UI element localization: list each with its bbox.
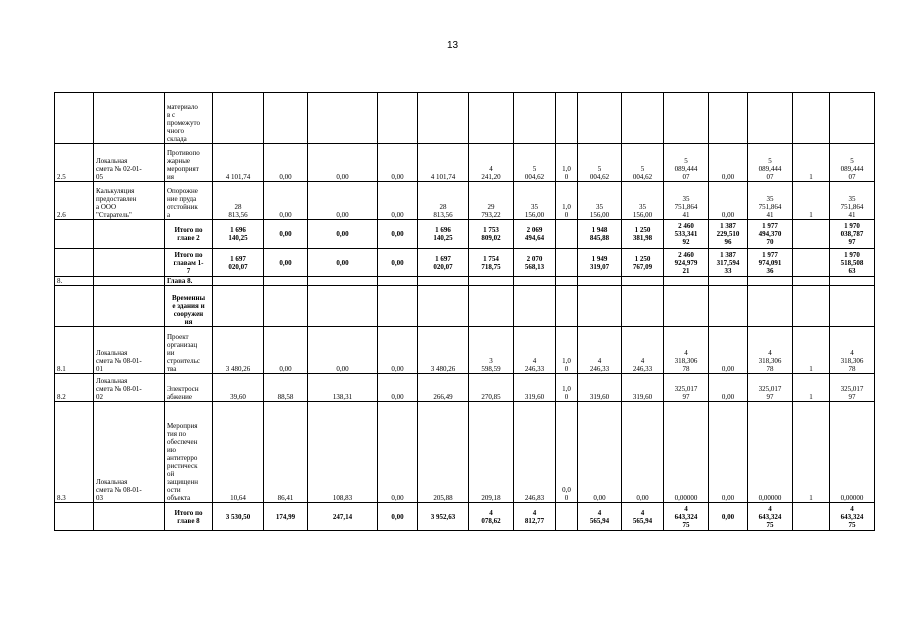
table-cell (793, 93, 830, 144)
table-cell: 1,0 0 (556, 182, 578, 220)
table-cell: 0,00 (378, 402, 418, 503)
table-cell: 4 318,306 78 (664, 327, 709, 374)
table-cell: 0,00 (308, 249, 378, 277)
table-cell: 1,0 0 (556, 374, 578, 402)
table-cell (213, 93, 264, 144)
table-cell: 246,83 (514, 402, 556, 503)
table-cell: 3 480,26 (418, 327, 469, 374)
table-cell: 4 101,74 (418, 144, 469, 182)
table-cell: 35 156,00 (514, 182, 556, 220)
table-cell: 4 565,94 (578, 503, 622, 531)
table-cell: 1 (793, 327, 830, 374)
table-cell (514, 93, 556, 144)
table-cell: 1 (793, 402, 830, 503)
table-cell: Мероприя тия по обеспечен ию антитерро ристическ ой защищенн ости объекта (165, 402, 213, 503)
table-cell: 0,00 (378, 327, 418, 374)
table-cell: 1 (793, 374, 830, 402)
table-cell: Итого по главе 2 (165, 220, 213, 249)
table-cell (793, 249, 830, 277)
table-cell: 0,00 (709, 402, 748, 503)
table-cell (94, 93, 165, 144)
table-cell: 88,58 (264, 374, 308, 402)
table-cell (94, 286, 165, 327)
table-cell: 35 751,864 41 (748, 182, 793, 220)
table-cell: Локальная смета № 08-01- 02 (94, 374, 165, 402)
table-cell (418, 277, 469, 286)
page-number: 13 (446, 40, 459, 51)
table-row (55, 374, 875, 402)
table-row (55, 402, 875, 503)
table-cell (418, 286, 469, 327)
table-cell: 0,00 (378, 249, 418, 277)
table-cell: 0,00 (378, 374, 418, 402)
table-cell: 4 246,33 (578, 327, 622, 374)
table-cell (94, 249, 165, 277)
table-cell (213, 277, 264, 286)
table-cell: 5 089,444 07 (664, 144, 709, 182)
table-cell: 1 949 319,07 (578, 249, 622, 277)
table-cell (55, 503, 94, 531)
table-cell (418, 93, 469, 144)
table-cell (664, 286, 709, 327)
table-cell: 1 696 140,25 (213, 220, 264, 249)
table-cell: 2 460 533,341 92 (664, 220, 709, 249)
table-row (55, 182, 875, 220)
table-cell: 0,00 (709, 144, 748, 182)
table-cell (556, 277, 578, 286)
table-cell: 319,60 (622, 374, 664, 402)
table-cell: Итого по главе 8 (165, 503, 213, 531)
total-row (55, 220, 875, 249)
total-row (55, 249, 875, 277)
table-cell (469, 277, 514, 286)
table-cell: Опорожне ние пруда отстойник а (165, 182, 213, 220)
total-row (55, 503, 875, 531)
table-body (55, 93, 875, 531)
table-cell: 4 101,74 (213, 144, 264, 182)
table-cell: 0,00 (622, 402, 664, 503)
table-cell: 0,00 (264, 249, 308, 277)
table-cell: 28 813,56 (213, 182, 264, 220)
table-cell: 1 977 974,091 36 (748, 249, 793, 277)
table-cell: 247,14 (308, 503, 378, 531)
chapter-row (55, 277, 875, 286)
table-cell: 8.3 (55, 402, 94, 503)
table-cell (556, 220, 578, 249)
table-cell: 0,00 (308, 182, 378, 220)
table-cell: 1 (793, 182, 830, 220)
table-cell (556, 93, 578, 144)
table-cell (622, 93, 664, 144)
table-cell: 2.5 (55, 144, 94, 182)
table-cell (55, 249, 94, 277)
table-cell: 1 387 317,594 33 (709, 249, 748, 277)
table-cell: 29 793,22 (469, 182, 514, 220)
table-cell: 2 069 494,64 (514, 220, 556, 249)
table-cell: Итого по главам 1- 7 (165, 249, 213, 277)
table-cell: 108,83 (308, 402, 378, 503)
table-cell (793, 503, 830, 531)
table-cell: Проект организац ии строительс тва (165, 327, 213, 374)
table-cell (55, 220, 94, 249)
table-cell: 0,00 (264, 220, 308, 249)
table-cell: 1 753 809,02 (469, 220, 514, 249)
table-cell: Локальная смета № 08-01- 01 (94, 327, 165, 374)
table-cell: 5 089,444 07 (830, 144, 875, 182)
table-cell: 2.6 (55, 182, 94, 220)
table-cell: 1 697 020,07 (418, 249, 469, 277)
table-row (55, 286, 875, 327)
table-cell: 270,85 (469, 374, 514, 402)
table-cell (556, 503, 578, 531)
table-row (55, 93, 875, 144)
table-cell (556, 286, 578, 327)
table-cell: 0,00 (308, 327, 378, 374)
table-cell (578, 277, 622, 286)
table-cell: 1 970 038,787 97 (830, 220, 875, 249)
table-cell: 39,60 (213, 374, 264, 402)
table-cell (556, 249, 578, 277)
table-cell: 5 089,444 07 (748, 144, 793, 182)
table-cell (94, 503, 165, 531)
table-cell: 4 812,77 (514, 503, 556, 531)
table-cell: 4 643,324 75 (664, 503, 709, 531)
table-cell: 0,00 (264, 144, 308, 182)
table-cell: 0,00 (709, 182, 748, 220)
table-cell: 4 241,20 (469, 144, 514, 182)
table-cell: 1 977 494,370 70 (748, 220, 793, 249)
table-cell (264, 277, 308, 286)
table-cell: 209,18 (469, 402, 514, 503)
table-cell: Локальная смета № 08-01- 03 (94, 402, 165, 503)
table-cell (709, 93, 748, 144)
table-cell: 0,00 (709, 374, 748, 402)
table-cell (830, 277, 875, 286)
table-cell: 5 004,62 (622, 144, 664, 182)
table-cell: 3 598,59 (469, 327, 514, 374)
table-cell: 10,64 (213, 402, 264, 503)
table-cell: 3 530,50 (213, 503, 264, 531)
table-cell: 0,00000 (830, 402, 875, 503)
table-cell: 4 565,94 (622, 503, 664, 531)
table-cell (664, 277, 709, 286)
table-cell (709, 286, 748, 327)
table-cell (664, 93, 709, 144)
table-cell: 35 751,864 41 (830, 182, 875, 220)
table-cell (748, 286, 793, 327)
table-cell: 1 696 140,25 (418, 220, 469, 249)
table-cell: 1 697 020,07 (213, 249, 264, 277)
table-cell: 325,017 97 (830, 374, 875, 402)
table-cell (578, 93, 622, 144)
table-cell: 1 387 229,510 96 (709, 220, 748, 249)
table-cell: Электросн абжение (165, 374, 213, 402)
table-cell: Временны е здания и сооружен ия (165, 286, 213, 327)
table-cell (308, 286, 378, 327)
table-cell: 0,00 (378, 144, 418, 182)
table-cell: 8.2 (55, 374, 94, 402)
table-cell (378, 277, 418, 286)
table-cell: 0,00 (378, 220, 418, 249)
table-cell: 325,017 97 (748, 374, 793, 402)
table-cell: 35 156,00 (622, 182, 664, 220)
table-cell (514, 286, 556, 327)
table-cell: 325,017 97 (664, 374, 709, 402)
table-cell: 138,31 (308, 374, 378, 402)
table-cell (94, 277, 165, 286)
table-cell: 4 318,306 78 (748, 327, 793, 374)
table-cell: 1 250 767,09 (622, 249, 664, 277)
table-cell: 4 246,33 (622, 327, 664, 374)
table-cell: 1,0 0 (556, 144, 578, 182)
table-cell: 1 (793, 144, 830, 182)
table-cell (793, 220, 830, 249)
table-cell: 4 643,324 75 (748, 503, 793, 531)
table-cell (55, 93, 94, 144)
table-cell (213, 286, 264, 327)
table-cell: 0,00 (378, 503, 418, 531)
table-row (55, 144, 875, 182)
table-cell: 1 970 518,508 63 (830, 249, 875, 277)
table-cell: 266,49 (418, 374, 469, 402)
table-cell: Локальная смета № 02-01- 05 (94, 144, 165, 182)
table-cell: 4 246,33 (514, 327, 556, 374)
table-cell: 2 460 924,979 21 (664, 249, 709, 277)
table-cell: 1 754 718,75 (469, 249, 514, 277)
table-cell: 86,41 (264, 402, 308, 503)
table-cell (308, 277, 378, 286)
table-cell: 2 070 568,13 (514, 249, 556, 277)
table-cell: Противопо жарные мероприят ия (165, 144, 213, 182)
table-cell: 0,00 (308, 220, 378, 249)
table-cell (55, 286, 94, 327)
table-cell (830, 286, 875, 327)
table-cell (622, 286, 664, 327)
table-cell: 319,60 (514, 374, 556, 402)
table-cell (830, 93, 875, 144)
table-cell (378, 93, 418, 144)
table-cell: 0,00000 (748, 402, 793, 503)
table-cell: 5 004,62 (578, 144, 622, 182)
table-cell: 35 156,00 (578, 182, 622, 220)
table-cell: 4 643,324 75 (830, 503, 875, 531)
table-cell (793, 277, 830, 286)
table-cell: 0,00 (308, 144, 378, 182)
table-cell (622, 277, 664, 286)
table-cell (264, 93, 308, 144)
table-cell (748, 93, 793, 144)
table-cell (578, 286, 622, 327)
table-cell (748, 277, 793, 286)
table-cell: 0,00 (264, 327, 308, 374)
table-cell (94, 220, 165, 249)
table-cell: Калькуляция предоставлен а ООО "Старатель" (94, 182, 165, 220)
table-cell: 35 751,864 41 (664, 182, 709, 220)
table-cell: 4 078,62 (469, 503, 514, 531)
table-cell: 5 004,62 (514, 144, 556, 182)
table-cell (469, 286, 514, 327)
table-cell (469, 93, 514, 144)
table-cell: материало в с промежуто чного склада (165, 93, 213, 144)
table-cell: 8.1 (55, 327, 94, 374)
table-row (55, 327, 875, 374)
table-cell: 1 250 381,98 (622, 220, 664, 249)
table-cell: 205,88 (418, 402, 469, 503)
table-cell: 4 318,306 78 (830, 327, 875, 374)
table-cell: 319,60 (578, 374, 622, 402)
table-cell: 174,99 (264, 503, 308, 531)
table-cell: 1 948 845,88 (578, 220, 622, 249)
table-cell: 8. (55, 277, 94, 286)
table-cell (709, 277, 748, 286)
table-cell (793, 286, 830, 327)
table-cell: Глава 8. (165, 277, 213, 286)
table-cell: 1,0 0 (556, 327, 578, 374)
table-cell: 3 480,26 (213, 327, 264, 374)
table-cell (378, 286, 418, 327)
table-cell: 0,00 (578, 402, 622, 503)
table-cell: 0,00000 (664, 402, 709, 503)
table-cell: 0,00 (709, 327, 748, 374)
table-cell: 0,00 (378, 182, 418, 220)
table-cell (514, 277, 556, 286)
table-cell: 3 952,63 (418, 503, 469, 531)
table-cell: 0,00 (709, 503, 748, 531)
table-cell (308, 93, 378, 144)
table-cell: 0,00 (264, 182, 308, 220)
table-cell (264, 286, 308, 327)
table-cell: 0,0 0 (556, 402, 578, 503)
table-cell: 28 813,56 (418, 182, 469, 220)
estimate-table (54, 92, 875, 531)
